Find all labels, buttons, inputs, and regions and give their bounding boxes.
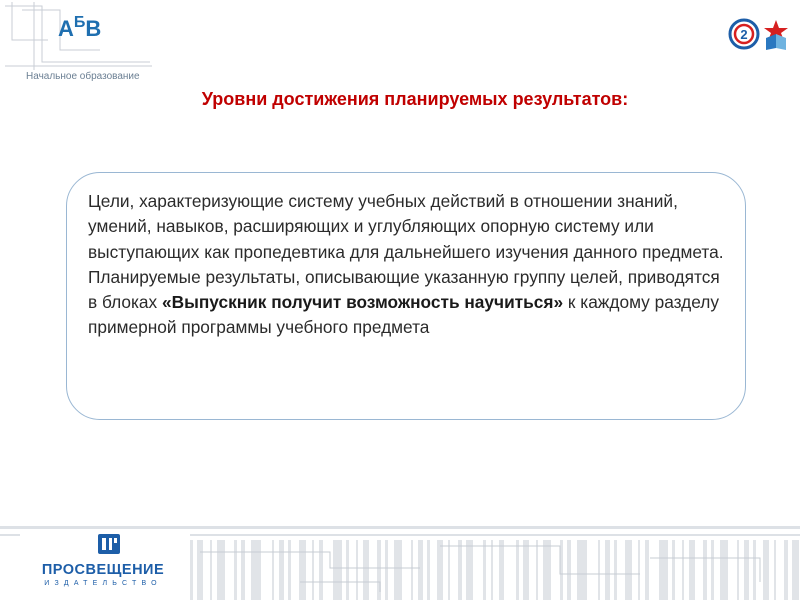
footer-stripe [312,540,314,600]
footer-stripe [638,540,640,600]
brand-letter-v: В [85,16,102,41]
footer-stripe [672,540,675,600]
footer-stripe [720,540,728,600]
footer-stripe [703,540,707,600]
footer-stripe [466,540,473,600]
footer-stripe [251,540,261,600]
footer-stripe [516,540,519,600]
book-star-icon [764,20,788,50]
footer-stripe [385,540,388,600]
footer-stripe [763,540,769,600]
brand-letter-a: А [58,16,74,41]
footer-stripe [784,540,788,600]
copyright-2-icon [730,20,758,48]
publisher-subtitle: ИЗДАТЕЛЬСТВО [44,580,162,587]
section-subtitle: Начальное образование [26,71,140,82]
footer-stripe [272,540,274,600]
footer-stripe [605,540,610,600]
footer-stripe [774,540,776,600]
footer-stripe [418,540,423,600]
content-callout [66,172,746,420]
footer-stripe [217,540,225,600]
footer-stripe [288,540,291,600]
footer-stripe [567,540,571,600]
footer-stripe [197,540,203,600]
footer-stripe [577,540,587,600]
footer-stripe [744,540,749,600]
callout-text-part1: Цели, характеризующие систему учебных действий в отношении знаний, умений, навыков, расширяющих и углубляющих опорную систему или выступающих как пропедевтика для дальнейшего изучения данного предмета. Планируемые результаты, описывающие указанную группу целей, приводятся в блоках [88,191,724,313]
brand-letter-b: Б [73,14,86,31]
footer-stripe [363,540,369,600]
footer-stripe [234,540,237,600]
footer-stripe [536,540,538,600]
footer-stripe [319,540,323,600]
callout-text-part2: к каждому разделу примерной программы учебного предмета [88,292,719,338]
footer-stripe [437,540,443,600]
footer-stripe [659,540,668,600]
footer-stripe [356,540,358,600]
partner-logos [728,14,792,54]
footer-stripe [279,540,284,600]
footer-stripe [411,540,413,600]
publisher-name: ПРОСВЕЩЕНИЕ [41,562,165,578]
footer-stripe [645,540,649,600]
footer-stripe [682,540,684,600]
footer-stripe [737,540,739,600]
footer-stripe [458,540,462,600]
footer-stripe [299,540,306,600]
footer-stripe [483,540,486,600]
footer-stripe [543,540,551,600]
footer-stripe [711,540,714,600]
footer-stripe [491,540,493,600]
footer-stripe [448,540,450,600]
footer-stripe [427,540,430,600]
callout-text [88,189,725,341]
footer-stripe [394,540,402,600]
footer-stripe [210,540,212,600]
footer-stripe [598,540,600,600]
footer-stripe [689,540,695,600]
footer-stripe [625,540,632,600]
footer-stripe [333,540,342,600]
callout-text-bold: «Выпускник получит возможность научиться» [162,292,564,313]
footer-stripe [523,540,529,600]
footer-stripe [753,540,756,600]
publisher-emblem-icon [20,530,190,564]
footer-stripe [346,540,349,600]
footer-stripe [792,540,799,600]
footer-stripe [241,540,245,600]
svg-text:2: 2 [740,27,748,42]
abv-logo [58,16,101,42]
footer-stripe [499,540,504,600]
footer-stripe [614,540,617,600]
slide-title: Уровни достижения планируемых результатов: [201,89,629,109]
footer-stripe [190,540,193,600]
